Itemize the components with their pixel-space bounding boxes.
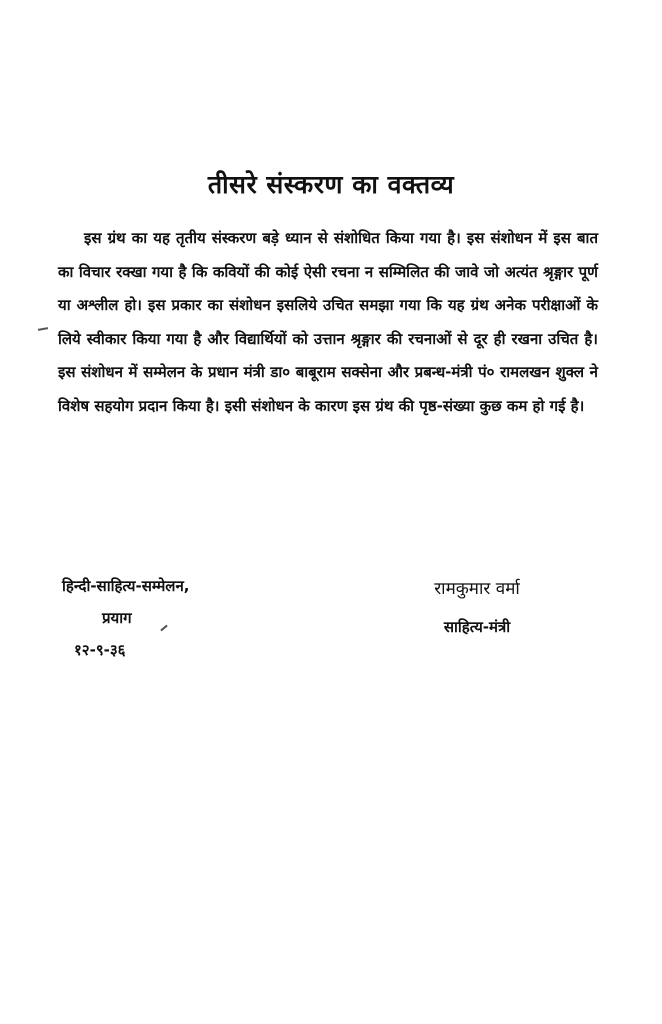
page-title: तीसरे संस्करण का वक्तव्य [207,170,455,199]
body-paragraph: इस ग्रंथ का यह तृतीय संस्करण बड़े ध्यान से संशोधित किया गया है। इस संशोधन में इस बात का विचार रक्खा गया है कि कवियों की कोई ऐसी रचना न सम्मिलित की जावे जो अत्यंत श्रृङ्गार पूर्ण या अश्लील हो। इस प्रकार का संशोधन इसलिये उचित समझा गया कि यह ग्रंथ अनेक परीक्षाओं के लिये स्वीकार किया गया है और विद्यार्थियों को उत्तान श्रृङ्गार की रचनाओं से दूर ही रखना उचित है। इस संशोधन में सम्मेलन के प्रधान मंत्री डा० बाबूराम सक्सेना और प्रबन्ध-मंत्री पं० रामलखन शुक्ल ने विशेष सहयोग प्रदान किया है। इसी संशोधन के कारण इस ग्रंथ की पृष्ठ-संख्या कुछ कम हो गई है। [58,229,598,415]
pencil-mark [38,327,48,331]
signature-left-block [62,570,282,666]
date: १२-९-३६ [74,641,126,659]
place-name: प्रयाग [102,609,132,627]
organization-name: हिन्दी-साहित्य-सम्मेलन, [62,577,190,595]
signatory-name: रामकुमार वर्मा [434,579,520,599]
signature-right-block [392,570,562,646]
signatory-designation: साहित्य-मंत्री [443,618,511,636]
